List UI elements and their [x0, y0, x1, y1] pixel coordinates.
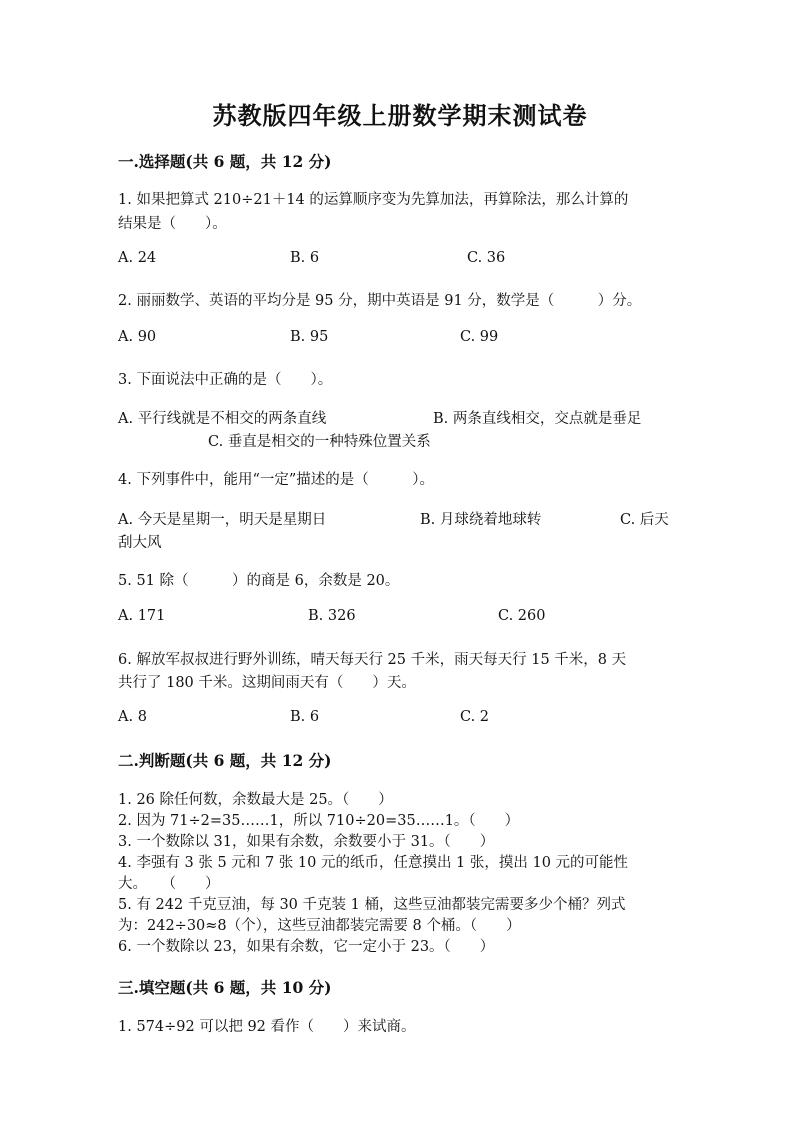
option-a: A. 平行线就是不相交的两条直线 — [118, 411, 327, 427]
option-a: A. 8 — [118, 709, 147, 725]
judgment-item: 大。 （ ） — [118, 876, 220, 892]
question-text: 6. 解放军叔叔进行野外训练，晴天每天行 25 千米，雨天每天行 15 千米，8 天 — [118, 652, 627, 668]
question-text: 4. 下列事件中，能用“一定”描述的是（ ）。 — [118, 472, 435, 488]
question-text: 结果是（ ）。 — [118, 216, 227, 232]
question-text: 5. 51 除（ ）的商是 6，余数是 20。 — [118, 573, 400, 589]
option-b: B. 月球绕着地球转 — [420, 512, 542, 528]
option-c: C. 99 — [460, 329, 499, 345]
option-b: B. 6 — [290, 250, 320, 266]
option-c: C. 垂直是相交的一种特殊位置关系 — [208, 434, 431, 450]
option-b: B. 两条直线相交，交点就是垂足 — [433, 411, 642, 427]
question-text: 1. 574÷92 可以把 92 看作（ ）来试商。 — [118, 1019, 416, 1035]
question-text: 2. 丽丽数学、英语的平均分是 95 分，期中英语是 91 分，数学是（ ）分。 — [118, 293, 642, 309]
option-b: B. 326 — [308, 608, 356, 624]
option-c-continued: 刮大风 — [118, 535, 162, 551]
question-text: 1. 如果把算式 210÷21＋14 的运算顺序变为先算加法，再算除法，那么计算的 — [118, 192, 629, 208]
section-heading-choice: 一.选择题(共 6 题，共 12 分) — [118, 152, 332, 171]
option-a: A. 今天是星期一，明天是星期日 — [118, 512, 327, 528]
option-c: C. 2 — [460, 709, 490, 725]
judgment-item: 1. 26 除任何数，余数最大是 25。（ ） — [118, 792, 393, 808]
judgment-item: 5. 有 242 千克豆油，每 30 千克装 1 桶，这些豆油都装完需要多少个桶？列式 — [118, 897, 626, 913]
option-a: A. 24 — [118, 250, 157, 266]
judgment-item: 4. 李强有 3 张 5 元和 7 张 10 元的纸币，任意摸出 1 张，摸出 10 元的可能性 — [118, 855, 629, 871]
option-a: A. 171 — [118, 608, 166, 624]
option-b: B. 95 — [290, 329, 329, 345]
judgment-item: 2. 因为 71÷2=35……1，所以 710÷20=35……1。（ ） — [118, 813, 520, 829]
option-c: C. 36 — [467, 250, 506, 266]
option-c: C. 260 — [498, 608, 546, 624]
section-heading-fill: 三.填空题(共 6 题，共 10 分) — [118, 978, 332, 997]
page-title: 苏教版四年级上册数学期末测试卷 — [212, 101, 588, 130]
option-c: C. 后天 — [620, 512, 669, 528]
judgment-item: 3. 一个数除以 31，如果有余数，余数要小于 31。（ ） — [118, 834, 495, 850]
judgment-item: 为：242÷30≈8（个），这些豆油都装完需要 8 个桶。（ ） — [118, 918, 521, 934]
question-text: 共行了 180 千米。这期间雨天有（ ）天。 — [118, 675, 416, 691]
judgment-item: 6. 一个数除以 23，如果有余数，它一定小于 23。（ ） — [118, 939, 495, 955]
option-b: B. 6 — [290, 709, 320, 725]
question-text: 3. 下面说法中正确的是（ ）。 — [118, 372, 333, 388]
section-heading-judgment: 二.判断题(共 6 题，共 12 分) — [118, 751, 332, 770]
option-a: A. 90 — [118, 329, 157, 345]
